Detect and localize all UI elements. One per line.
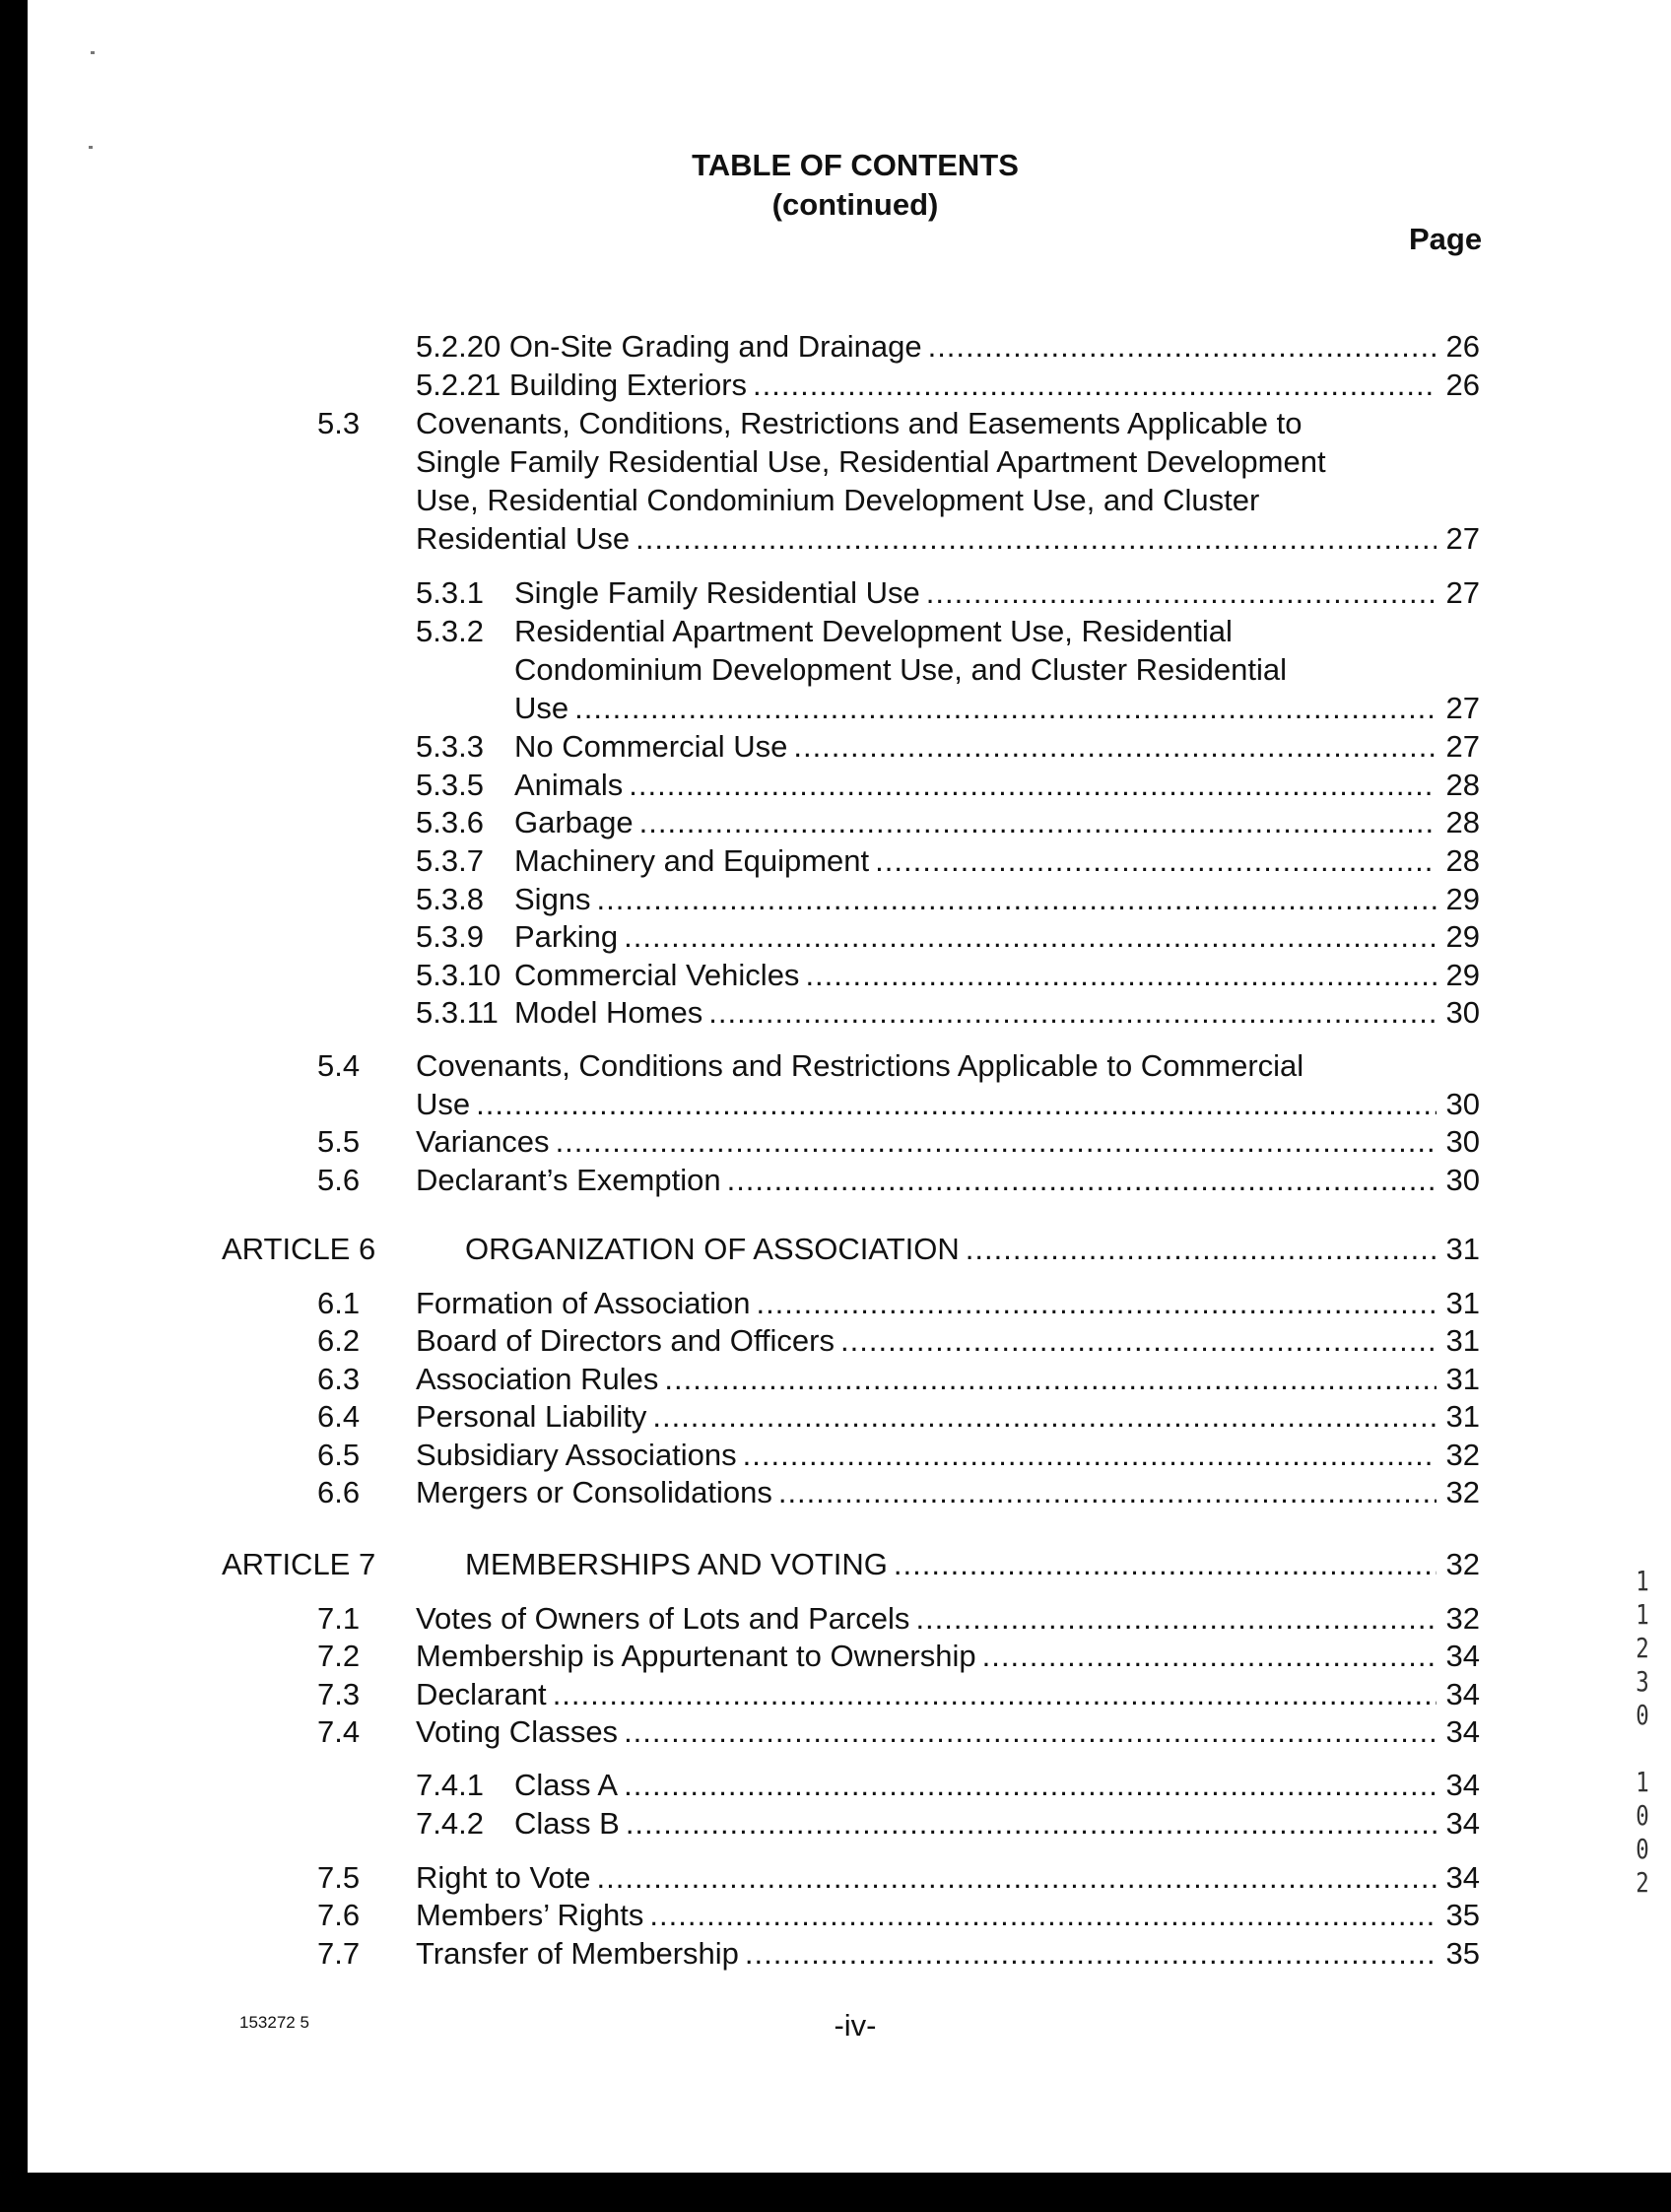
toc-entry-title: Board of Directors and Officers (416, 1323, 835, 1358)
toc-entry (416, 917, 1480, 956)
toc-entry-page: 32 (1445, 1475, 1480, 1509)
toc-entry-page: 28 (1445, 768, 1480, 802)
toc-entry-number: 5.3.8 (416, 882, 484, 916)
toc-entry-title: Parking (514, 919, 619, 954)
toc-entry-page: 34 (1445, 1677, 1480, 1711)
toc-entry-title: Transfer of Membership (416, 1936, 739, 1971)
toc-entry-page: 26 (1445, 329, 1480, 364)
toc-entry (416, 366, 1480, 404)
toc-entry-title: Class B (514, 1806, 620, 1841)
dot-leader (597, 1858, 1437, 1897)
dot-leader (708, 993, 1437, 1032)
toc-entry-page: 29 (1445, 919, 1480, 954)
toc-entry-page: 34 (1445, 1714, 1480, 1749)
toc-entry-number: 6.3 (317, 1362, 361, 1396)
dot-leader (753, 366, 1437, 404)
toc-entry-number: 7.4 (317, 1714, 361, 1749)
toc-entry-number: 6.5 (317, 1438, 361, 1472)
toc-entry-number: 5.3.3 (416, 729, 484, 764)
toc-entry (416, 1360, 1480, 1398)
toc-entry (416, 1934, 1480, 1973)
toc-entry (416, 1637, 1480, 1675)
toc-entry (416, 766, 1480, 804)
stamp-digit: 0 (1636, 1833, 1649, 1865)
dot-leader (982, 1637, 1437, 1675)
dot-leader (629, 766, 1437, 804)
toc-entry-page: 31 (1445, 1286, 1480, 1320)
toc-entry (416, 1473, 1480, 1511)
toc-entry (416, 1766, 1480, 1804)
toc-entry (416, 1675, 1480, 1713)
toc-entry (416, 803, 1480, 841)
toc-entry (416, 1858, 1480, 1897)
dot-leader (928, 327, 1437, 366)
toc-entry-number: 7.3 (317, 1677, 361, 1711)
toc-entry-page: 32 (1445, 1601, 1480, 1636)
dot-leader (624, 1766, 1437, 1804)
toc-entry-number: 5.3.10 (416, 958, 501, 992)
toc-entry-number: 5.3.7 (416, 843, 484, 878)
toc-entry-title-line: Use (416, 1087, 471, 1121)
dot-leader (652, 1397, 1437, 1436)
toc-entry-page: 27 (1445, 729, 1480, 764)
document-id: 153272 5 (239, 2013, 309, 2032)
toc-entry (416, 1712, 1480, 1751)
toc-entry (416, 993, 1480, 1032)
scan-speck (91, 51, 95, 54)
toc-entry (416, 1284, 1480, 1322)
toc-entry-number: 6.4 (317, 1399, 361, 1434)
toc-entry-number: 7.4.1 (416, 1768, 484, 1802)
toc-entry (416, 880, 1480, 918)
toc-entry-title: ORGANIZATION OF ASSOCIATION (465, 1232, 960, 1266)
dot-leader (894, 1545, 1437, 1583)
toc-entry-page: 34 (1445, 1860, 1480, 1895)
toc-entry-number: 6.2 (317, 1323, 361, 1358)
toc-entry-number: 7.4.2 (416, 1806, 484, 1841)
dot-leader (624, 1712, 1437, 1751)
page-column-label: Page (1409, 222, 1483, 256)
toc-entry-number: 5.3 (317, 406, 361, 440)
stamp-digit: 1 (1636, 1565, 1649, 1597)
toc-entry-title: Right to Vote (416, 1860, 591, 1895)
toc-entry-page: 30 (1445, 1124, 1480, 1159)
toc-entry-page: 29 (1445, 958, 1480, 992)
toc-entry-title: Declarant’s Exemption (416, 1163, 721, 1197)
dot-leader (626, 1804, 1437, 1843)
stamp-digit: 0 (1636, 1699, 1649, 1731)
dot-leader (966, 1230, 1437, 1268)
toc-entry-number: 7.2 (317, 1639, 361, 1673)
dot-leader (553, 1675, 1437, 1713)
dot-leader (743, 1436, 1437, 1474)
page-number: -iv- (834, 2008, 877, 2043)
toc-entry-number: 7.1 (317, 1601, 361, 1636)
stamp-digit: 2 (1636, 1632, 1649, 1664)
toc-entry (416, 519, 1480, 558)
stamp-digit: 0 (1636, 1799, 1649, 1832)
bates-stamp (1627, 1565, 1658, 1900)
toc-entry (514, 689, 1480, 727)
toc-entry-title: Machinery and Equipment (514, 843, 870, 878)
stamp-digit: 2 (1636, 1866, 1649, 1899)
toc-entry-title: MEMBERSHIPS AND VOTING (465, 1547, 888, 1581)
toc-entry-number: 5.2.21 (416, 368, 501, 402)
toc-entry-number: 6.1 (317, 1286, 361, 1320)
toc-entry (416, 573, 1480, 612)
toc-entry (416, 1122, 1480, 1161)
stamp-digit: 1 (1636, 1598, 1649, 1631)
toc-entry-page: 35 (1445, 1936, 1480, 1971)
toc-entry-page: 34 (1445, 1806, 1480, 1841)
toc-entry-page: 30 (1445, 1087, 1480, 1121)
toc-entry-title-line: Condominium Development Use, and Cluster Residential (514, 652, 1287, 687)
toc-entry-page: 30 (1445, 995, 1480, 1030)
toc-entry-title: Formation of Association (416, 1286, 751, 1320)
toc-entry-number: 7.5 (317, 1860, 361, 1895)
toc-entry-page: 28 (1445, 843, 1480, 878)
toc-entry-number: 5.3.2 (416, 614, 484, 648)
toc-entry-title-line: Residential Apartment Development Use, Residential (514, 614, 1233, 648)
toc-entry-page: 29 (1445, 882, 1480, 916)
toc-entry-page: 26 (1445, 368, 1480, 402)
dot-leader (556, 1122, 1437, 1161)
toc-entry-title-line: Use (514, 691, 569, 725)
toc-entry-page: 35 (1445, 1898, 1480, 1932)
toc-entry-page: 31 (1445, 1232, 1480, 1266)
dot-leader (476, 1085, 1437, 1123)
toc-title: TABLE OF CONTENTS (692, 148, 1019, 182)
toc-entry-page: 34 (1445, 1639, 1480, 1673)
toc-entry (416, 841, 1480, 880)
dot-leader (664, 1360, 1437, 1398)
toc-entry (416, 956, 1480, 994)
toc-entry-page: 32 (1445, 1547, 1480, 1581)
toc-entry-title: Personal Liability (416, 1399, 647, 1434)
toc-entry-title: Building Exteriors (508, 368, 748, 402)
toc-entry-number: 5.2.20 (416, 329, 501, 364)
toc-entry (416, 1599, 1480, 1638)
toc-entry (416, 1397, 1480, 1436)
dot-leader (639, 803, 1437, 841)
toc-entry-title: Commercial Vehicles (514, 958, 800, 992)
toc-entry-number: 5.5 (317, 1124, 361, 1159)
toc-entry-title: Members’ Rights (416, 1898, 644, 1932)
toc-entry-number: 6.6 (317, 1475, 361, 1509)
toc-entry (416, 1896, 1480, 1934)
toc-entry-title: Single Family Residential Use (514, 575, 920, 610)
toc-entry (416, 1085, 1480, 1123)
toc-entry-title-line: Single Family Residential Use, Residential Apartment Development (416, 444, 1326, 479)
toc-entry-number: 5.3.9 (416, 919, 484, 954)
toc-entry-title: Subsidiary Associations (416, 1438, 737, 1472)
toc-entry-number: 5.4 (317, 1048, 361, 1083)
toc-entry-title-line: Covenants, Conditions and Restrictions Applicable to Commercial (416, 1048, 1304, 1083)
toc-entry-title: Votes of Owners of Lots and Parcels (416, 1601, 910, 1636)
toc-entry (416, 1804, 1480, 1843)
toc-entry-title-line: Residential Use (416, 521, 631, 556)
toc-entry-title: Model Homes (514, 995, 703, 1030)
toc-entry-title: On-Site Grading and Drainage (508, 329, 922, 364)
dot-leader (793, 727, 1437, 766)
dot-leader (745, 1934, 1437, 1973)
dot-leader (778, 1473, 1437, 1511)
toc-entry-number: 5.3.11 (416, 995, 499, 1030)
toc-entry-title: Voting Classes (416, 1714, 619, 1749)
toc-entry (416, 1161, 1480, 1199)
dot-leader (756, 1284, 1437, 1322)
toc-entry-page: 34 (1445, 1768, 1480, 1802)
dot-leader (805, 956, 1437, 994)
toc-article-entry (465, 1545, 1480, 1583)
toc-entry-title-line: Use, Residential Condominium Development Use, and Cluster (416, 483, 1260, 517)
toc-entry (416, 1321, 1480, 1360)
toc-entry-title: Class A (514, 1768, 619, 1802)
toc-entry-page: 31 (1445, 1323, 1480, 1358)
dot-leader (875, 841, 1437, 880)
toc-entry-page: 30 (1445, 1163, 1480, 1197)
stamp-digit: 3 (1636, 1665, 1649, 1698)
toc-entry-title: Animals (514, 768, 624, 802)
dot-leader (727, 1161, 1437, 1199)
toc-entry-number: 5.6 (317, 1163, 361, 1197)
stamp-digit: 1 (1636, 1766, 1649, 1798)
toc-entry-title: Membership is Appurtenant to Ownership (416, 1639, 976, 1673)
toc-entry-page: 27 (1445, 691, 1480, 725)
toc-entry-page: 31 (1445, 1362, 1480, 1396)
toc-entry-page: 28 (1445, 805, 1480, 839)
toc-entry-page: 27 (1445, 521, 1480, 556)
dot-leader (624, 917, 1437, 956)
toc-subtitle: (continued) (771, 187, 939, 222)
dot-leader (926, 573, 1437, 612)
toc-entry-title: Signs (514, 882, 591, 916)
article-label: ARTICLE 7 (222, 1547, 376, 1581)
toc-entry-number: 5.3.1 (416, 575, 484, 610)
dot-leader (635, 519, 1437, 558)
dot-leader (840, 1321, 1437, 1360)
toc-entry-title: Association Rules (416, 1362, 659, 1396)
article-label: ARTICLE 6 (222, 1232, 376, 1266)
toc-entry-number: 5.3.6 (416, 805, 484, 839)
toc-entry-title: Garbage (514, 805, 634, 839)
toc-entry (416, 727, 1480, 766)
dot-leader (649, 1896, 1437, 1934)
toc-entry-title: Declarant (416, 1677, 547, 1711)
toc-entry-title: Mergers or Consolidations (416, 1475, 772, 1509)
toc-entry-title: No Commercial Use (514, 729, 788, 764)
toc-entry-page: 32 (1445, 1438, 1480, 1472)
toc-entry (416, 327, 1480, 366)
toc-entry-title-line: Covenants, Conditions, Restrictions and Easements Applicable to (416, 406, 1303, 440)
toc-entry-title: Variances (416, 1124, 550, 1159)
toc-entry-page: 31 (1445, 1399, 1480, 1434)
toc-entry (416, 1436, 1480, 1474)
toc-entry-number: 5.3.5 (416, 768, 484, 802)
dot-leader (597, 880, 1437, 918)
toc-entry-number: 7.6 (317, 1898, 361, 1932)
stamp-gap (1627, 1732, 1658, 1766)
toc-entry-page: 27 (1445, 575, 1480, 610)
dot-leader (915, 1599, 1437, 1638)
toc-entry-number: 7.7 (317, 1936, 361, 1971)
toc-article-entry (465, 1230, 1480, 1268)
dot-leader (574, 689, 1437, 727)
